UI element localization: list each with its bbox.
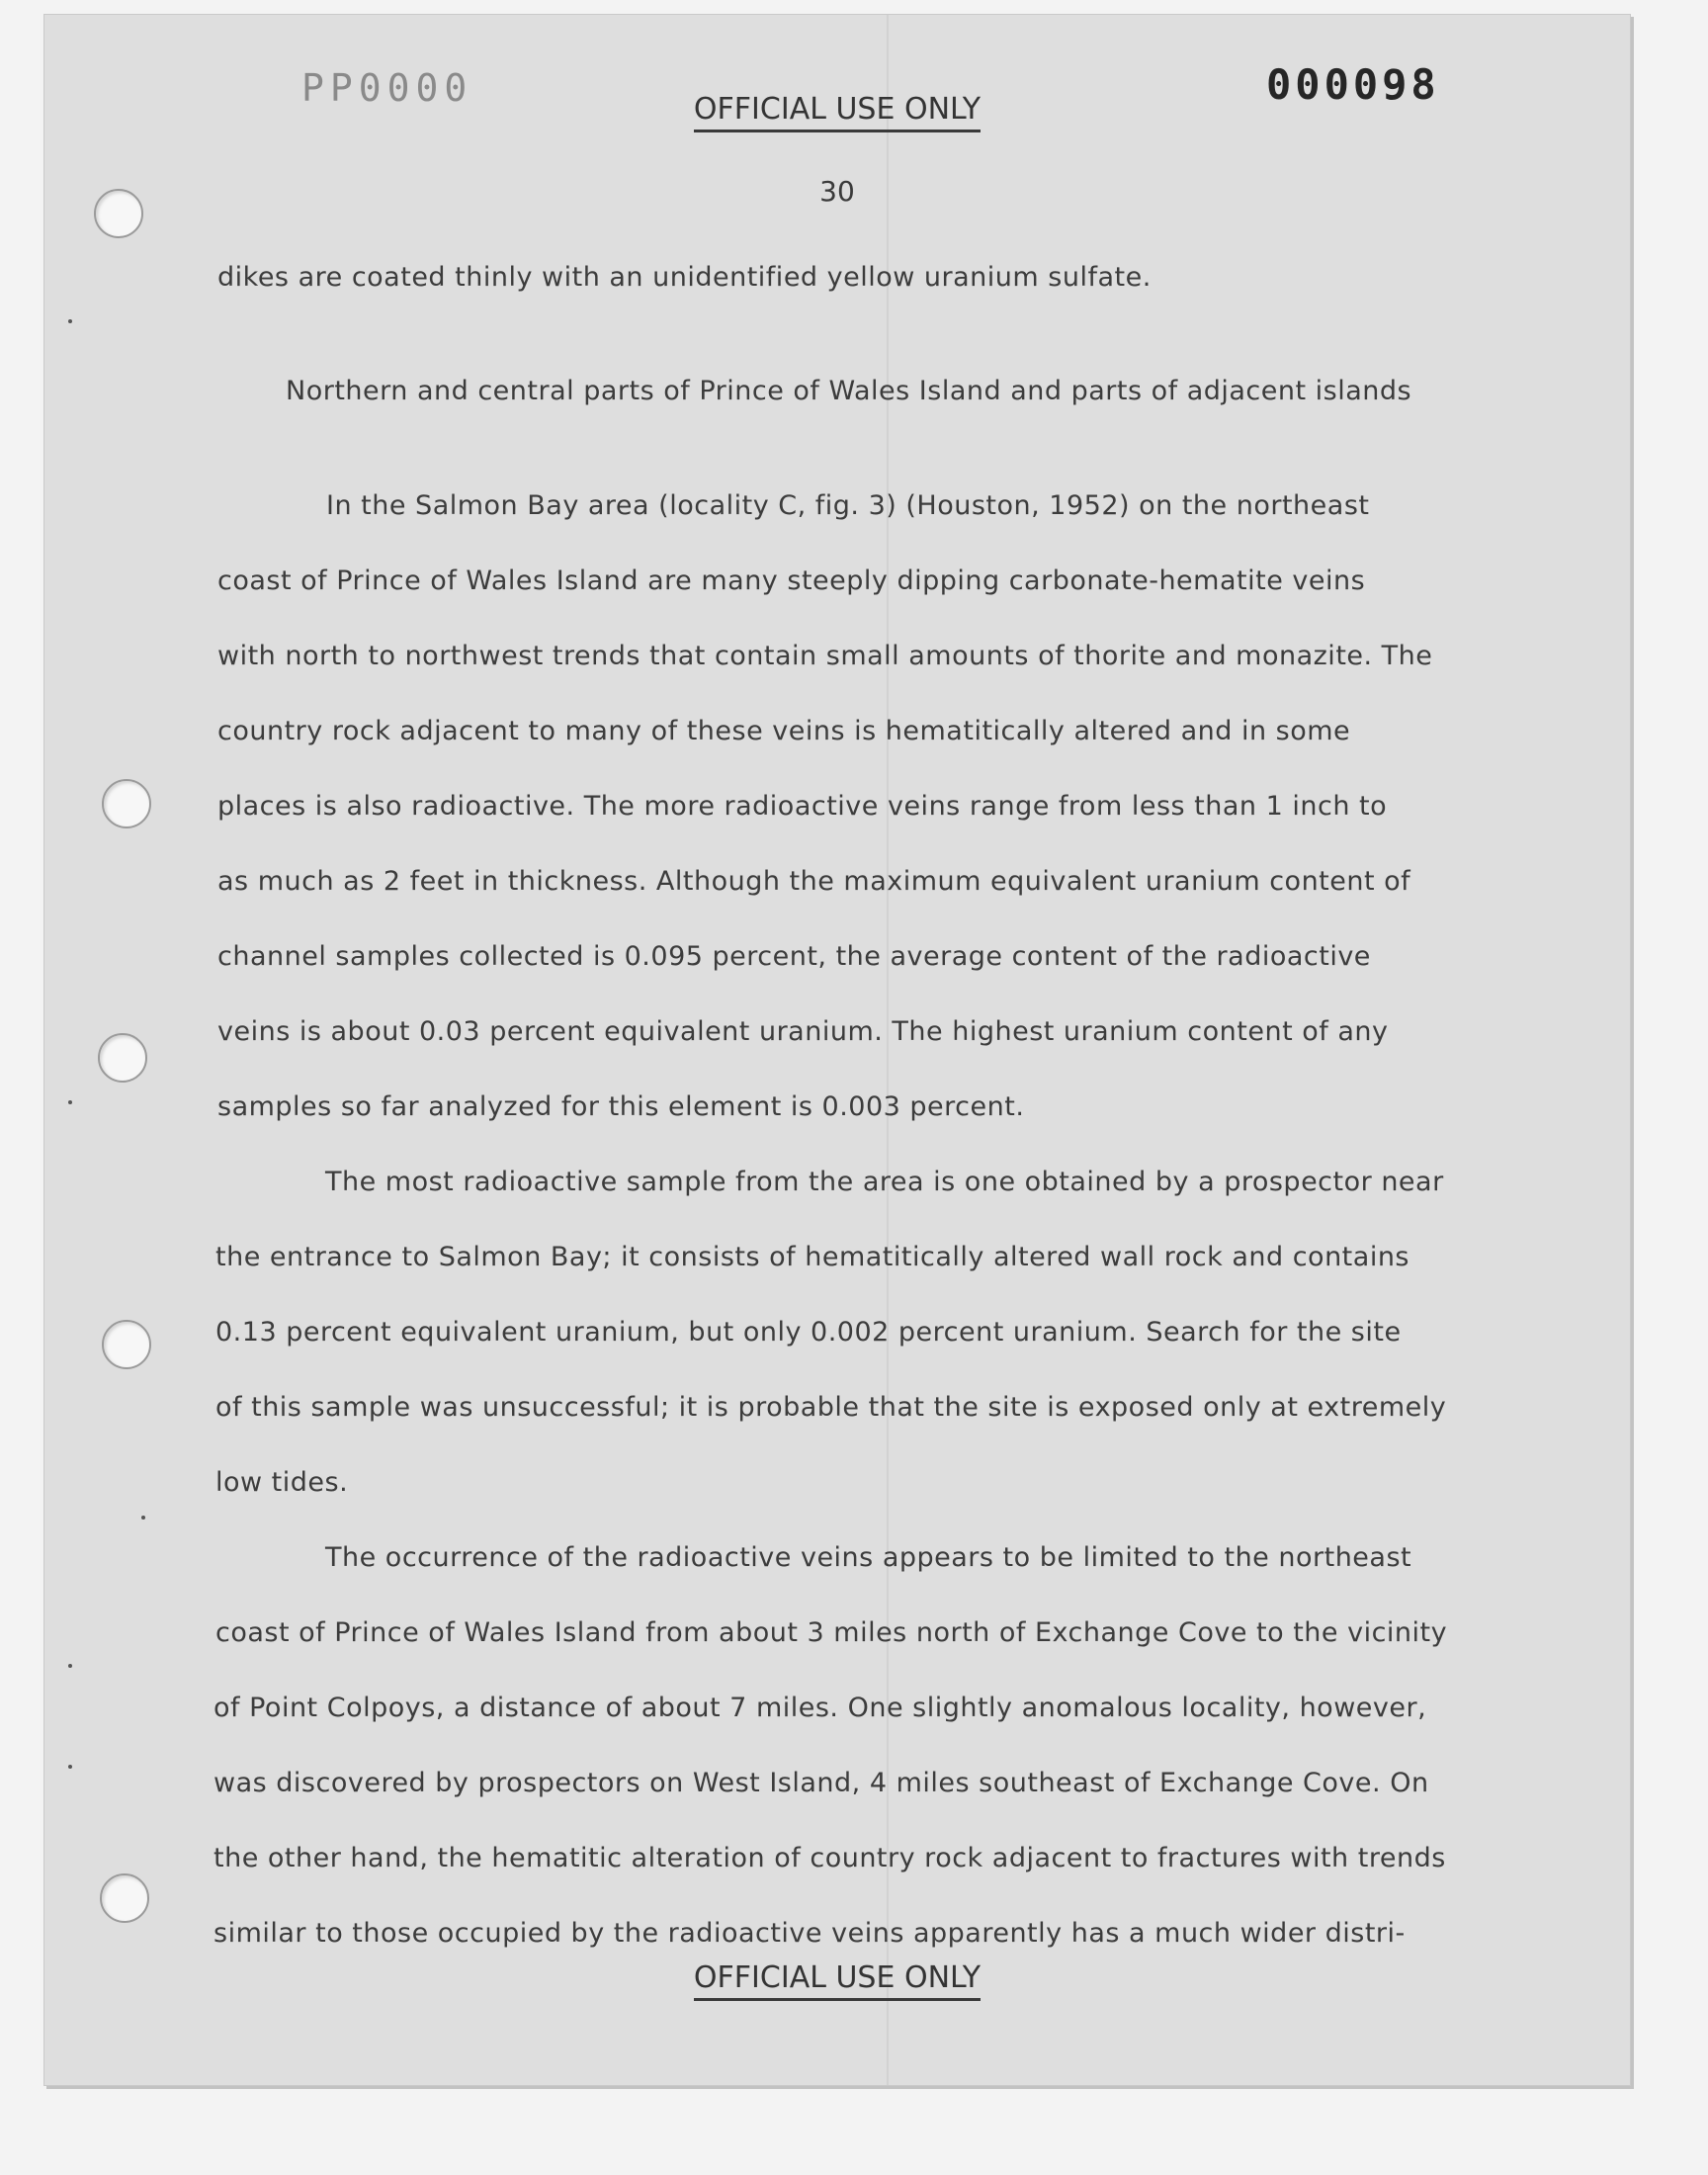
- body-line: as much as 2 feet in thickness. Although the maximum equivalent uranium content of: [217, 866, 1411, 897]
- page-serial-stamp: 000098: [1266, 60, 1440, 109]
- body-line: the entrance to Salmon Bay; it consists of hematitically altered wall rock and contains: [215, 1242, 1409, 1272]
- binder-hole: [102, 1320, 151, 1369]
- scan-speck: [68, 1765, 72, 1769]
- binder-hole: [100, 1873, 149, 1923]
- faint-serial-stamp: PP0000: [301, 66, 473, 110]
- page-number: 30: [819, 175, 855, 208]
- body-line: similar to those occupied by the radioactive veins apparently has a much wider distri-: [214, 1918, 1406, 1949]
- body-line: The most radioactive sample from the area is one obtained by a prospector near: [325, 1167, 1444, 1197]
- binder-hole: [98, 1033, 147, 1083]
- binder-hole: [102, 779, 151, 828]
- body-line: with north to northwest trends that contain small amounts of thorite and monazite. The: [217, 641, 1433, 671]
- body-line: of Point Colpoys, a distance of about 7 miles. One slightly anomalous locality, however,: [214, 1693, 1427, 1723]
- scan-speck: [68, 1664, 72, 1668]
- body-line: 0.13 percent equivalent uranium, but only 0.002 percent uranium. Search for the site: [215, 1317, 1402, 1348]
- body-line: coast of Prince of Wales Island from about 3 miles north of Exchange Cove to the vicinity: [215, 1617, 1448, 1648]
- body-line: veins is about 0.03 percent equivalent uranium. The highest uranium content of any: [217, 1016, 1389, 1047]
- body-line: dikes are coated thinly with an unidentified yellow uranium sulfate.: [217, 262, 1152, 293]
- body-line: was discovered by prospectors on West Island, 4 miles southeast of Exchange Cove. On: [214, 1768, 1429, 1798]
- body-line: channel samples collected is 0.095 percent, the average content of the radioactive: [217, 941, 1371, 972]
- body-line: The occurrence of the radioactive veins appears to be limited to the northeast: [325, 1542, 1412, 1573]
- classification-footer-text: OFFICIAL USE ONLY: [694, 1960, 981, 2001]
- scan-speck: [141, 1516, 145, 1520]
- scan-speck: [68, 319, 72, 323]
- document-page: [43, 14, 1631, 2086]
- body-line: coast of Prince of Wales Island are many steeply dipping carbonate-hematite veins: [217, 566, 1366, 596]
- scan-speck: [68, 1100, 72, 1104]
- body-line: country rock adjacent to many of these veins is hematitically altered and in some: [217, 716, 1351, 746]
- classification-footer: [44, 1960, 1630, 2001]
- section-heading: Northern and central parts of Prince of Wales Island and parts of adjacent islands: [286, 376, 1412, 406]
- body-line: places is also radioactive. The more radioactive veins range from less than 1 inch to: [217, 791, 1388, 822]
- body-line: of this sample was unsuccessful; it is probable that the site is exposed only at extremely: [215, 1392, 1447, 1423]
- body-line: low tides.: [215, 1467, 349, 1498]
- body-line: samples so far analyzed for this element is 0.003 percent.: [217, 1091, 1025, 1122]
- body-line: In the Salmon Bay area (locality C, fig. 3) (Houston, 1952) on the northeast: [326, 490, 1370, 521]
- classification-header: [44, 92, 1630, 132]
- body-line: the other hand, the hematitic alteration of country rock adjacent to fractures with trends: [214, 1843, 1446, 1873]
- classification-header-text: OFFICIAL USE ONLY: [694, 92, 981, 132]
